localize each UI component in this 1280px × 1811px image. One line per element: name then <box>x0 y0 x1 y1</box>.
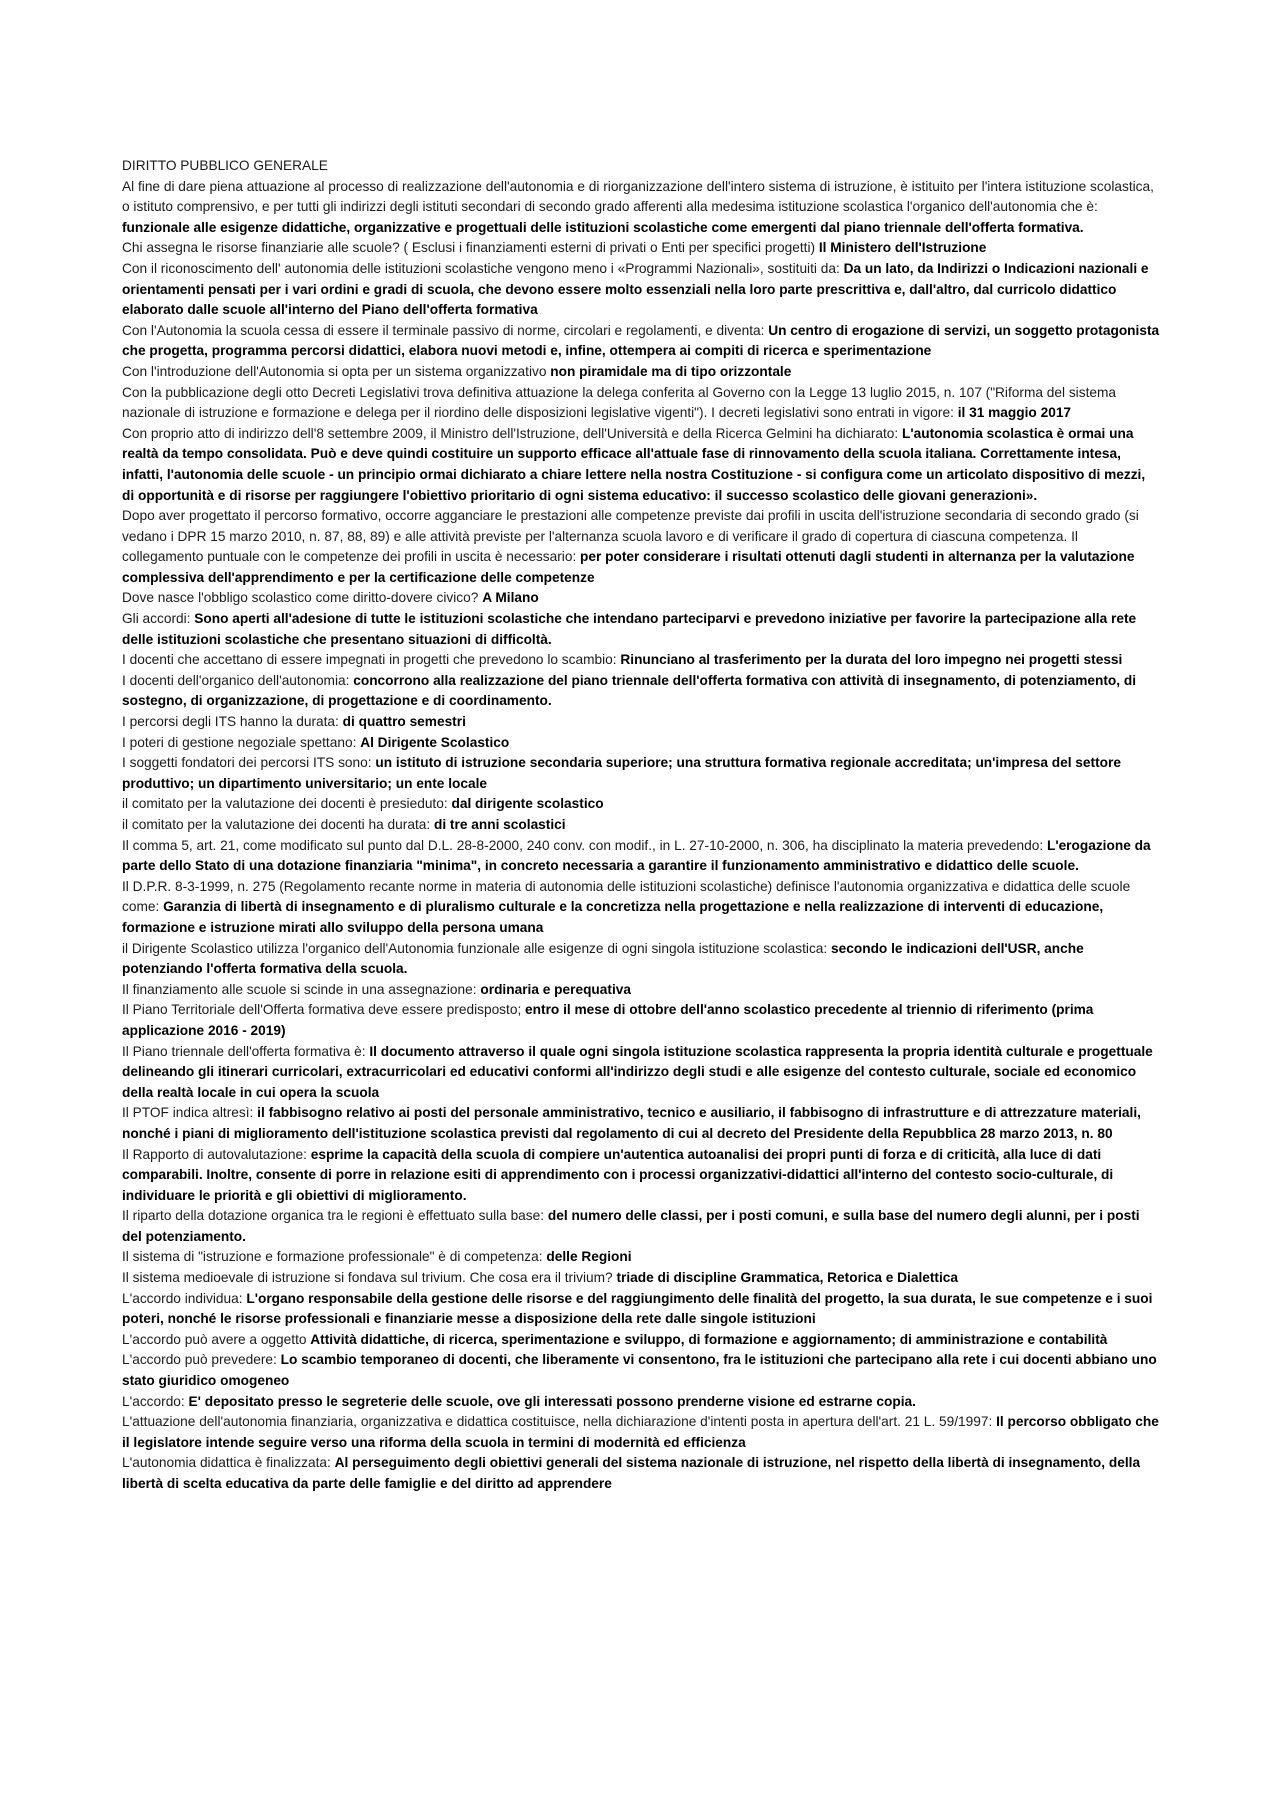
question-text: L'accordo individua: <box>122 1290 247 1306</box>
question-text: I docenti dell'organico dell'autonomia: <box>122 672 354 688</box>
question-text: Con l'Autonomia la scuola cessa di essere il terminale passivo di norme, circolari e regolamenti, e diventa: <box>122 322 769 338</box>
qa-paragraph <box>122 1145 1160 1207</box>
question-text: Il PTOF indica altresì: <box>122 1105 258 1121</box>
answer-text: non piramidale ma di tipo orizzontale <box>550 363 792 379</box>
question-text: Il sistema di "istruzione e formazione professionale" è di competenza: <box>122 1249 547 1265</box>
answer-text: E' depositato presso le segreterie delle scuole, ove gli interessati possono prenderne visione ed estrarne copia. <box>188 1393 916 1409</box>
question-text: I docenti che accettano di essere impegnati in progetti che prevedono lo scambio: <box>122 652 621 668</box>
question-text: L'accordo può avere a oggetto <box>122 1331 311 1347</box>
question-text: I poteri di gestione negoziale spettano: <box>122 734 361 750</box>
question-text: Con l'introduzione dell'Autonomia si opta per un sistema organizzativo <box>122 363 551 379</box>
qa-paragraph <box>122 815 1160 836</box>
qa-paragraph <box>122 1103 1160 1144</box>
question-text: il comitato per la valutazione dei docenti ha durata: <box>122 817 434 832</box>
question-text: Gli accordi: <box>122 611 195 627</box>
qa-paragraph <box>122 1289 1160 1330</box>
qa-paragraph <box>122 794 1160 815</box>
qa-paragraph <box>122 588 1160 609</box>
qa-paragraph <box>122 506 1160 588</box>
question-text: il comitato per la valutazione dei docenti è presieduto: <box>122 796 452 812</box>
answer-text: di tre anni scolastici <box>433 817 566 832</box>
question-text: Il riparto della dotazione organica tra le regioni è effettuato sulla base: <box>122 1208 548 1224</box>
answer-text: funzionale alle esigenze didattiche, organizzative e progettuali delle istituzioni scolastiche come emergenti dal piano triennale dell'offerta formativa. <box>122 219 1084 235</box>
answer-text: Un centro di erogazione di servizi, un soggetto protagonista che progetta, programma percorsi didattici, elabora nuovi metodi e, infine, ottempera ai compiti di ricerca e sperimentazione <box>122 322 1160 359</box>
question-text: Con proprio atto di indirizzo dell'8 settembre 2009, il Ministro dell'Istruzione, dell'Università e della Ricerca Gelmini ha dichiarato: <box>122 425 903 441</box>
qa-paragraph <box>122 712 1160 733</box>
qa-paragraph <box>122 1268 1160 1289</box>
qa-paragraph <box>122 1247 1160 1268</box>
answer-text: di quattro semestri <box>342 714 466 730</box>
answer-text: Rinunciano al trasferimento per la durata del loro impegno nei progetti stessi <box>620 652 1123 668</box>
qa-paragraph <box>122 1042 1160 1104</box>
qa-paragraph <box>122 424 1160 506</box>
question-text: Il Piano triennale dell'offerta formativa è: <box>122 1043 370 1059</box>
answer-text: Al Dirigente Scolastico <box>360 734 510 750</box>
question-text: L'autonomia didattica è finalizzata: <box>122 1455 335 1471</box>
answer-text: Il documento attraverso il quale ogni singola istituzione scolastica rappresenta la propria identità culturale e progettuale delineando gli itinerari curricolari, extracurricolari ed educativi conformi all'indirizzo degli studi e alle esigenze del contesto culturale, sociale ed economico della realtà locale in cui opera la scuola <box>122 1043 1153 1100</box>
answer-text: triade di discipline Grammatica, Retorica e Dialettica <box>616 1270 959 1286</box>
answer-text: Il Ministero dell'Istruzione <box>818 240 987 256</box>
qa-paragraph <box>122 1412 1160 1453</box>
answer-text: L'organo responsabile della gestione delle risorse e del raggiungimento delle finalità del progetto, la sua durata, le sue competenze e i suoi poteri, nonché le risorse professionali e finanziarie messe a disposizione della rete dalle singole istituzioni <box>122 1290 1153 1327</box>
question-text: Il Piano Territoriale dell'Offerta formativa deve essere predisposto; <box>122 1002 526 1018</box>
question-text: il Dirigente Scolastico utilizza l'organico dell'Autonomia funzionale alle esigenze di ogni singola istituzione scolastica: <box>122 940 832 956</box>
answer-text: secondo le indicazioni dell'USR, anche potenziando l'offerta formativa della scuola. <box>122 940 1084 977</box>
answer-text: Garanzia di libertà di insegnamento e di pluralismo culturale e la concretizza nella progettazione e nella realizzazione di interventi di educazione, formazione e istruzione mirati allo sviluppo della persona umana <box>122 899 1104 935</box>
qa-paragraph <box>122 1350 1160 1391</box>
answer-text: entro il mese di ottobre dell'anno scolastico precedente al triennio di riferimento (prima applicazione 2016 - 2019) <box>122 1002 1094 1038</box>
question-text: Con il riconoscimento dell' autonomia delle istituzioni scolastiche vengono meno i «Programmi Nazionali», sostituiti da: <box>122 260 844 276</box>
answer-text: delle Regioni <box>546 1249 632 1265</box>
question-text: Il finanziamento alle scuole si scinde in una assegnazione: <box>122 981 481 997</box>
answer-text: L'autonomia scolastica è ormai una realtà da tempo consolidata. Può e deve quindi costituire un supporto efficace all'attuale fase di rinnovamento della scuola italiana. Correttamente intesa, infatti, l'autonomia delle scuole - un principio ormai dichiarato a chiare lettere nella nostra Costituzione - si configura come un articolato dispositivo di mezzi, di opportunità e di risorse per raggiungere l'obiettivo prioritario di ogni sistema educativo: il successo scolastico delle giovani generazioni». <box>122 425 1146 503</box>
question-text: Il Rapporto di autovalutazione: <box>122 1146 311 1162</box>
qa-paragraph <box>122 1000 1160 1041</box>
answer-text: Sono aperti all'adesione di tutte le istituzioni scolastiche che intendano parteciparvi e prevedono iniziative per favorire la partecipazione alla rete delle istituzioni scolastiche che presentano situazioni di difficoltà. <box>122 611 1137 647</box>
answer-text: Il percorso obbligato che il legislatore intende seguire verso una riforma della scuola in termini di modernità ed efficienza <box>122 1414 1159 1450</box>
question-text: I percorsi degli ITS hanno la durata: <box>122 714 343 730</box>
qa-paragraph <box>122 321 1160 362</box>
answer-text: A Milano <box>482 590 539 606</box>
answer-text: del numero delle classi, per i posti comuni, e sulla base del numero degli alunni, per i posti del potenziamento. <box>122 1208 1140 1244</box>
qa-paragraph <box>122 1453 1160 1494</box>
question-text: L'attuazione dell'autonomia finanziaria, organizzativa e didattica costituisce, nella dichiarazione d'intenti posta in apertura dell'art. 21 L. 59/1997: <box>122 1414 997 1430</box>
question-text: Il comma 5, art. 21, come modificato sul punto dal D.L. 28-8-2000, 240 conv. con modif., in L. 27-10-2000, n. 306, ha disciplinato la materia prevedendo: <box>122 837 1047 853</box>
qa-paragraph <box>122 1392 1160 1413</box>
answer-text: concorrono alla realizzazione del piano triennale dell'offerta formativa con attività di insegnamento, di potenziamento, di sostegno, di organizzazione, di progettazione e di coordinamento. <box>122 672 1137 709</box>
question-text: I soggetti fondatori dei percorsi ITS sono: <box>122 755 376 771</box>
answer-text: Lo scambio temporaneo di docenti, che liberamente vi consentono, fra le istituzioni che partecipano alla rete i cui docenti abbiano uno stato giuridico omogeneo <box>122 1352 1157 1389</box>
answer-text: un istituto di istruzione secondaria superiore; una struttura formativa regionale accreditata; un'impresa del settore produttivo; un dipartimento universitario; un ente locale <box>122 755 1121 791</box>
qa-paragraph <box>122 980 1160 1001</box>
qa-paragraph <box>122 733 1160 754</box>
qa-paragraph <box>122 238 1160 259</box>
qa-paragraph <box>122 650 1160 671</box>
qa-paragraph <box>122 671 1160 712</box>
question-text: Al fine di dare piena attuazione al processo di realizzazione dell'autonomia e di riorganizzazione dell'intero sistema di istruzione, è istituito per l'intera istituzione scolastica, o istituto comprensivo, e per tutti gli indirizzi degli istituti secondari di secondo grado afferenti alla medesima istituzione scolastica l'organico dell'autonomia che è: <box>122 178 1154 215</box>
qa-paragraph <box>122 383 1160 424</box>
qa-paragraph <box>122 259 1160 321</box>
question-text: Dove nasce l'obbligo scolastico come diritto-dovere civico? <box>122 590 483 606</box>
qa-paragraph <box>122 362 1160 383</box>
question-text: L'accordo: <box>122 1393 189 1409</box>
qa-paragraph <box>122 1330 1160 1351</box>
answer-text: Da un lato, da Indirizzi o Indicazioni nazionali e orientamenti pensati per i vari ordini e gradi di scuola, che devono essere molto essenziali nella loro parte prescrittiva e, dall'altro, dal curricolo didattico elaborato dalle scuole all'interno del Piano dell'offerta formativa <box>122 260 1149 318</box>
answer-text: Attività didattiche, di ricerca, sperimentazione e sviluppo, di formazione e aggiornamento; di amministrazione e contabilità <box>310 1331 1108 1347</box>
question-text: Il D.P.R. 8-3-1999, n. 275 (Regolamento recante norme in materia di autonomia delle istituzioni scolastiche) definisce l'autonomia organizzativa e didattica delle scuole come: <box>122 878 1131 915</box>
question-text: L'accordo può prevedere: <box>122 1352 281 1368</box>
qa-paragraph <box>122 939 1160 980</box>
qa-paragraph <box>122 177 1160 239</box>
answer-text: ordinaria e perequativa <box>480 981 631 997</box>
question-text: Chi assegna le risorse finanziarie alle scuole? ( Esclusi i finanziamenti esterni di privati o Enti per specifici progetti) <box>122 240 819 256</box>
answer-text: il 31 maggio 2017 <box>957 405 1072 421</box>
qa-paragraph <box>122 836 1160 877</box>
qa-paragraph <box>122 609 1160 650</box>
answer-text: esprime la capacità della scuola di compiere un'autentica autoanalisi dei propri punti di forza e di criticità, alla luce di dati comparabili. Inoltre, consente di porre in relazione esiti di apprendimento con i processi organizzativi-didattici all'interno del contesto socio-culturale, di individuare le priorità e gli obiettivi di miglioramento. <box>122 1146 1114 1203</box>
question-text: Il sistema medioevale di istruzione si fondava sul trivium. Che cosa era il trivium? <box>122 1270 617 1286</box>
question-answer-list <box>122 177 1160 1495</box>
answer-text: dal dirigente scolastico <box>451 796 604 812</box>
qa-paragraph <box>122 877 1160 939</box>
question-text: Con la pubblicazione degli otto Decreti Legislativi trova definitiva attuazione la delega conferita al Governo con la Legge 13 luglio 2015, n. 107 ("Riforma del sistema nazionale di istruzione e formazione e delega per il riordino delle disposizioni legislative vigenti"). I decreti legislativi sono entrati in vigore: <box>122 384 1116 421</box>
qa-paragraph <box>122 753 1160 794</box>
answer-text: per poter considerare i risultati ottenuti dagli studenti in alternanza per la valutazione complessiva dell'apprendimento e per la certificazione delle competenze <box>122 549 1135 585</box>
document-title: DIRITTO PUBBLICO GENERALE <box>122 158 328 173</box>
qa-paragraph <box>122 1206 1160 1247</box>
question-text: Dopo aver progettato il percorso formativo, occorre agganciare le prestazioni alle competenze previste dai profili in uscita dell'istruzione secondaria di secondo grado (si vedano i DPR 15 marzo 2010, n. 87, 88, 89) e alle attività previste per l'alternanza scuola lavoro e di verificare il grado di copertura di ciascuna competenza. Il collegamento puntuale con le competenze dei profili in uscita è necessario: <box>122 508 1139 565</box>
answer-text: il fabbisogno relativo ai posti del personale amministrativo, tecnico e ausiliario, il fabbisogno di infrastrutture e di attrezzature materiali, nonché i piani di miglioramento dell'istituzione scolastica previsti dal regolamento di cui al decreto del Presidente della Repubblica 28 marzo 2013, n. 80 <box>122 1105 1141 1141</box>
answer-text: Al perseguimento degli obiettivi generali del sistema nazionale di istruzione, nel rispetto della libertà di insegnamento, della libertà di scelta educativa da parte delle famiglie e del diritto ad apprendere <box>122 1455 1141 1491</box>
answer-text: L'erogazione da parte dello Stato di una dotazione finanziaria "minima", in concreto necessaria a garantire il funzionamento amministrativo e didattico delle scuole. <box>122 837 1151 874</box>
